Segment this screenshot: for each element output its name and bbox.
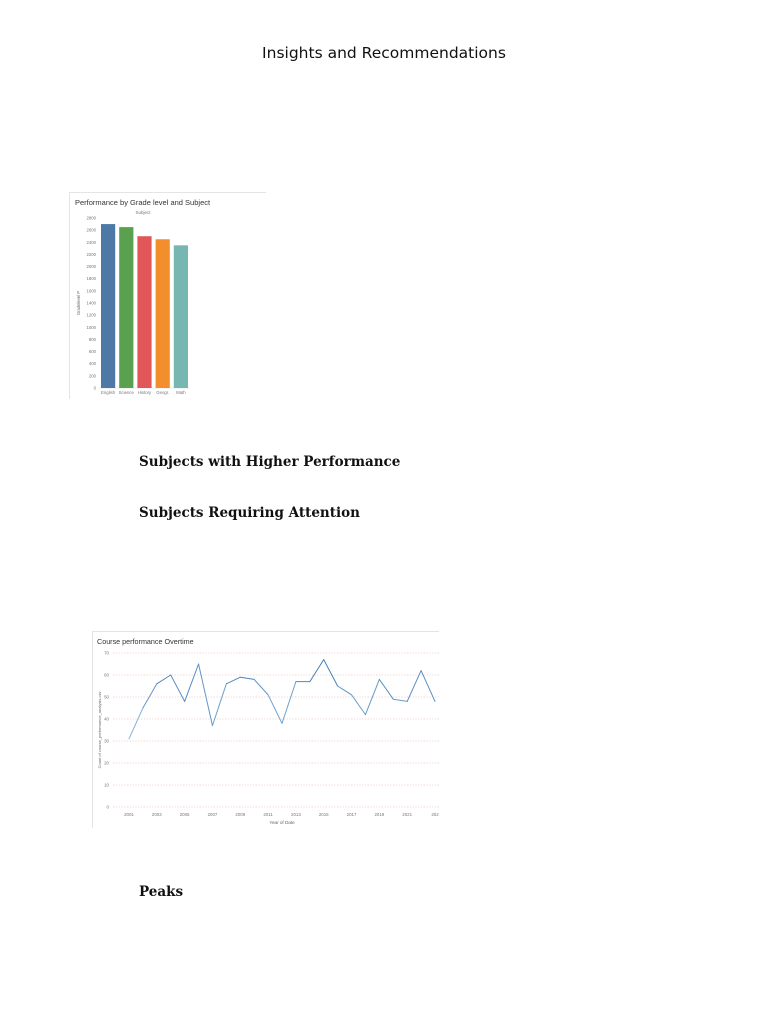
bar-chart-svg bbox=[70, 193, 266, 399]
bar-chart-x-tick: Science bbox=[118, 390, 134, 395]
line-chart-y-tick: 50 bbox=[104, 694, 109, 700]
line-chart-y-tick: 40 bbox=[104, 716, 109, 722]
bar-chart-y-tick: 0 bbox=[93, 385, 96, 391]
line-chart-segment bbox=[143, 684, 157, 708]
bar-chart-y-tick: 2600 bbox=[86, 227, 96, 233]
line-chart-x-tick: 2013 bbox=[291, 812, 301, 817]
line-chart-segment bbox=[393, 699, 407, 701]
line-chart-segment bbox=[199, 664, 213, 726]
bar-chart-bar bbox=[137, 236, 151, 388]
line-chart-y-tick: 30 bbox=[104, 738, 109, 744]
line-chart-y-tick: 70 bbox=[104, 650, 109, 656]
bar-chart-y-tick: 2000 bbox=[86, 264, 96, 270]
bar-chart-y-tick: 800 bbox=[88, 336, 96, 342]
bar-chart-title: Performance by Grade level and Subject bbox=[75, 198, 211, 207]
bar-chart-y-tick: 1600 bbox=[86, 288, 96, 294]
line-chart-segment bbox=[310, 660, 324, 682]
performance-by-grade-bar-chart bbox=[69, 192, 266, 399]
line-chart-segment bbox=[379, 679, 393, 699]
bar-chart-bar bbox=[156, 239, 170, 388]
line-chart-y-axis-title: Count of course_performance_analysis.csv bbox=[97, 691, 102, 769]
line-chart-x-tick: 2017 bbox=[346, 812, 357, 817]
line-chart-svg bbox=[93, 632, 439, 828]
heading-higher-performance: Subjects with Higher Performance bbox=[139, 454, 401, 470]
line-chart-segment bbox=[324, 660, 338, 686]
bar-chart-y-tick: 1800 bbox=[86, 276, 96, 282]
bar-chart-y-tick: 2200 bbox=[86, 251, 96, 257]
bar-chart-x-tick: Geogr. bbox=[156, 390, 170, 395]
line-chart-segment bbox=[254, 679, 268, 694]
line-chart-x-axis-title: Year of Date bbox=[269, 820, 295, 825]
bar-chart-y-tick: 2400 bbox=[86, 239, 96, 245]
bar-chart-bar bbox=[101, 224, 115, 388]
bar-chart-bar bbox=[119, 227, 133, 388]
line-chart-segment bbox=[352, 695, 366, 715]
line-chart-segment bbox=[226, 677, 240, 684]
line-chart-x-tick: 2007 bbox=[207, 812, 218, 817]
bar-chart-y-tick: 2800 bbox=[86, 215, 96, 221]
bar-chart-y-axis-title: Gradelevel P bbox=[76, 290, 81, 316]
bar-chart-y-tick: 600 bbox=[88, 349, 96, 355]
line-chart-y-tick: 0 bbox=[106, 804, 109, 810]
bar-chart-x-tick: Math bbox=[176, 390, 186, 395]
page-title: Insights and Recommendations bbox=[262, 44, 506, 62]
bar-chart-y-tick: 400 bbox=[88, 361, 96, 367]
bar-chart-y-tick: 200 bbox=[88, 373, 96, 379]
bar-chart-y-tick: 1000 bbox=[86, 324, 96, 330]
bar-chart-bar bbox=[174, 245, 188, 388]
bar-chart-x-tick: English bbox=[101, 390, 116, 395]
bar-chart-y-tick: 1400 bbox=[86, 300, 96, 306]
line-chart-x-tick: 2011 bbox=[263, 812, 273, 817]
bar-chart-x-tick: History bbox=[137, 390, 152, 395]
line-chart-x-tick: 2001 bbox=[124, 812, 134, 817]
line-chart-segment bbox=[338, 686, 352, 695]
course-performance-line-chart bbox=[92, 631, 439, 828]
line-chart-x-tick: 2005 bbox=[179, 812, 190, 817]
line-chart-segment bbox=[171, 675, 185, 701]
line-chart-x-tick: 2003 bbox=[151, 812, 162, 817]
line-chart-segment bbox=[240, 677, 254, 679]
heading-peaks: Peaks bbox=[139, 884, 184, 900]
line-chart-x-tick: 2021 bbox=[402, 812, 413, 817]
line-chart-x-tick: 2009 bbox=[235, 812, 246, 817]
bar-chart-legend-title: Subject bbox=[135, 210, 151, 215]
line-chart-y-tick: 20 bbox=[104, 760, 109, 766]
line-chart-segment bbox=[282, 682, 296, 724]
line-chart-title: Course performance Overtime bbox=[97, 637, 194, 646]
heading-requiring-attention: Subjects Requiring Attention bbox=[139, 505, 360, 521]
line-chart-y-tick: 60 bbox=[104, 672, 109, 678]
line-chart-segment bbox=[157, 675, 171, 684]
bar-chart-y-tick: 1200 bbox=[86, 312, 96, 318]
line-chart-x-tick: 2015 bbox=[318, 812, 329, 817]
line-chart-segment bbox=[212, 684, 226, 726]
line-chart-segment bbox=[129, 708, 143, 739]
line-chart-x-tick: 202 bbox=[431, 812, 439, 817]
line-chart-segment bbox=[185, 664, 199, 701]
line-chart-x-tick: 2019 bbox=[374, 812, 385, 817]
line-chart-y-tick: 10 bbox=[104, 782, 109, 788]
